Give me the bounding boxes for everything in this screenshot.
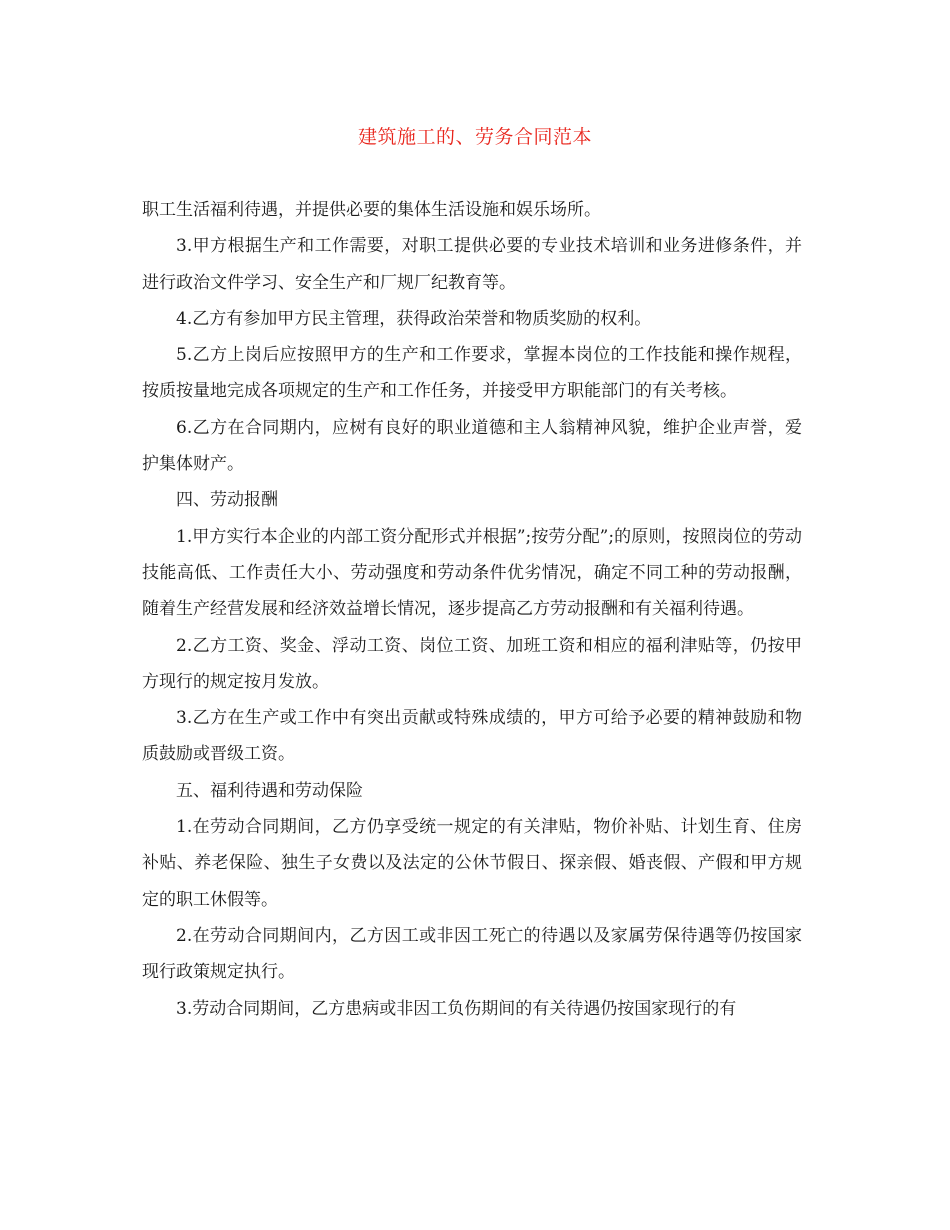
section-heading: 四、劳动报酬 (176, 490, 278, 511)
document-title: 建筑施工的、劳务合同范本 (357, 126, 592, 148)
paragraph: 4.乙方有参加甲方民主管理，获得政治荣誉和物质奖励的权利。 (176, 308, 652, 329)
paragraph: 2.乙方工资、奖金、浮动工资、岗位工资、加班工资和相应的福利津贴等，仍按甲方现行的规定按月发放。 (142, 635, 802, 692)
paragraph: 3.乙方在生产或工作中有突出贡献或特殊成绩的，甲方可给予必要的精神鼓励和物质鼓励或晋级工资。 (142, 708, 802, 765)
document-body (142, 192, 802, 1027)
paragraph: 3.甲方根据生产和工作需要，对职工提供必要的专业技术培训和业务进修条件，并进行政治文件学习、安全生产和厂规厂纪教育等。 (142, 236, 802, 293)
paragraph: 1.在劳动合同期间，乙方仍享受统一规定的有关津贴，物价补贴、计划生育、住房补贴、养老保险、独生子女费以及法定的公休节假日、探亲假、婚丧假、产假和甲方规定的职工休假等。 (142, 817, 802, 910)
paragraph: 2.在劳动合同期间内，乙方因工或非因工死亡的待遇以及家属劳保待遇等仍按国家现行政策规定执行。 (142, 925, 802, 983)
paragraph: 3.劳动合同期间，乙方患病或非因工负伤期间的有关待遇仍按国家现行的有 (176, 998, 737, 1019)
paragraph: 职工生活福利待遇，并提供必要的集体生活设施和娱乐场所。 (142, 200, 601, 220)
paragraph: 5.乙方上岗后应按照甲方的生产和工作要求，掌握本岗位的工作技能和操作规程，按质按量地完成各项规定的生产和工作任务，并接受甲方职能部门的有关考核。 (142, 345, 802, 402)
paragraph: 6.乙方在合同期内，应树有良好的职业道德和主人翁精神风貌，维护企业声誉，爱护集体财产。 (142, 417, 802, 475)
section-heading: 五、福利待遇和劳动保险 (176, 780, 363, 801)
paragraph: 1.甲方实行本企业的内部工资分配形式并根据”;按劳分配”;的原则，按照岗位的劳动技能高低、工作责任大小、劳动强度和劳动条件优劣情况，确定不同工种的劳动报酬，随着生产经营发展和经济效益增长情况，逐步提高乙方劳动报酬和有关福利待遇。 (142, 526, 802, 620)
